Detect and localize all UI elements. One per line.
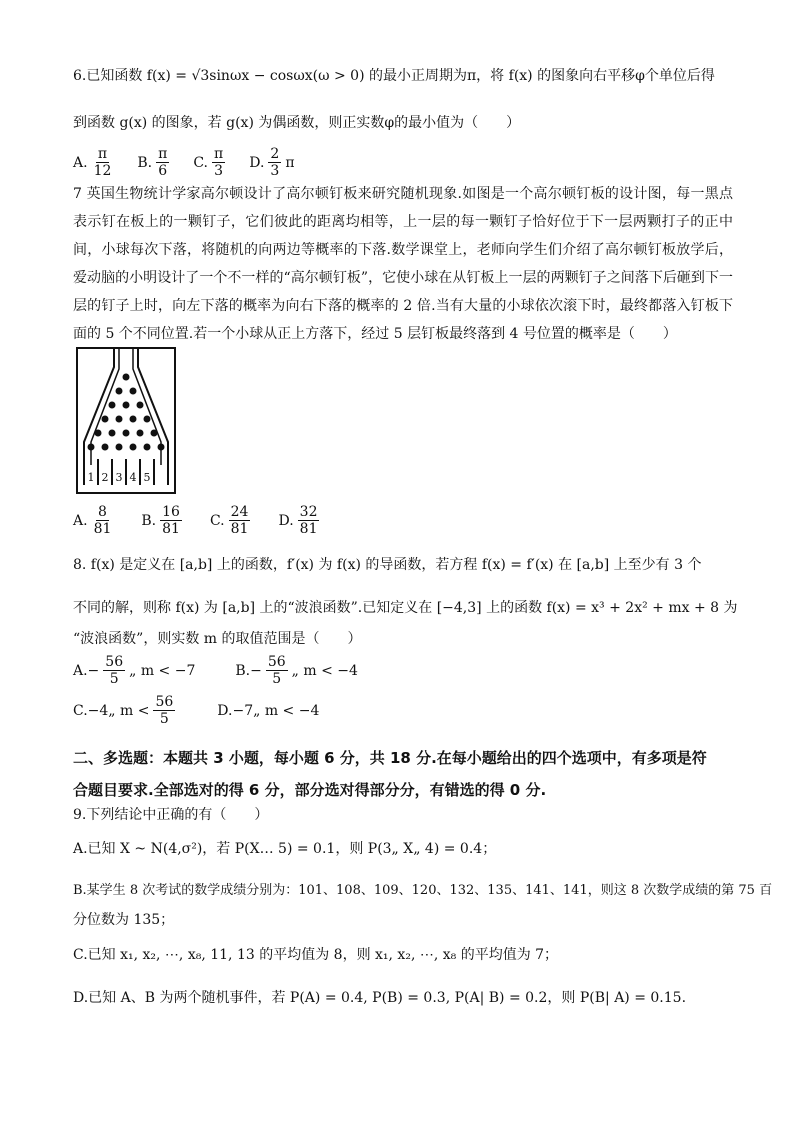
- peg: [95, 430, 102, 437]
- option-prefix: A.−: [73, 662, 100, 679]
- peg: [137, 402, 144, 409]
- fraction: [298, 504, 320, 537]
- option-label: C.: [209, 512, 225, 529]
- fraction: [268, 146, 281, 179]
- peg: [102, 416, 109, 423]
- q6-line1: 6.已知函数 f(x) = √3sinωx − cosωx(ω > 0) 的最小正周期为π，将 f(x) 的图象向右平移φ个单位后得: [73, 68, 715, 84]
- option-label: A.: [73, 512, 88, 529]
- q9-option-b-line2: 分位数为 135；: [73, 912, 175, 928]
- q6-option-a: [73, 146, 115, 179]
- peg: [109, 430, 116, 437]
- q7-option-c: [210, 504, 253, 537]
- q9-option-d: D.已知 A、B 为两个随机事件，若 P(A) = 0.4, P(B) = 0.3, P(A| B) = 0.2，则 P(B| A) = 0.15.: [73, 990, 687, 1006]
- q8-options-row1: [73, 654, 358, 687]
- peg: [151, 430, 158, 437]
- q6-option-c: [193, 146, 227, 179]
- option-label: B.: [141, 512, 157, 529]
- peg: [144, 416, 151, 423]
- slot-label-5: 5: [143, 471, 151, 484]
- peg: [116, 416, 123, 423]
- option-prefix: B.−: [235, 662, 262, 679]
- peg: [88, 444, 95, 451]
- fraction: [153, 694, 175, 727]
- denominator: 12: [93, 163, 112, 179]
- q7-text: 7 英国生物统计学家高尔顿设计了高尔顿钉板来研究随机现象.如图是一个高尔顿钉板的设计图，每一黑点表示钉在板上的一颗钉子，它们彼此的距离均相等，上一层的每一颗钉子恰好位于下一层两颗打子的正中间，小球每次下落，将随机的向两边等概率的下落.数学课堂上，老师向学生们介绍了高尔顿钉板放学后，爱动脑的小明设计了一个不一样的“高尔顿钉板”，它使小球在从钉板上一层的两颗钉子之间落下后砸到下一层的钉子上时，向左下落的概率为向右下落的概率的 2 倍.当有大量的小球依次滚下时，最终都落入钉板下面的 5 个不同位置.若一个小球从正上方落下，经过 5 层钉板最终落到 4 号位置的概率是（ ）: [73, 186, 733, 342]
- fraction: [212, 146, 225, 179]
- q9-option-a: A.已知 X ~ N(4,σ²)，若 P(X… 5) = 0.1，则 P(3„ X„ 4) = 0.4；: [73, 841, 497, 857]
- fraction: [92, 146, 114, 179]
- peg: [130, 416, 137, 423]
- peg: [137, 430, 144, 437]
- peg: [144, 444, 151, 451]
- peg: [130, 444, 137, 451]
- denominator: 3: [270, 163, 280, 179]
- option-label: C.: [193, 154, 209, 171]
- slot-label-3: 3: [115, 471, 123, 484]
- peg: [158, 444, 165, 451]
- option-prefix: C.−4„ m <: [73, 702, 150, 719]
- numerator: 24: [230, 504, 249, 520]
- option-text: D.−7„ m < −4: [217, 702, 320, 719]
- option-suffix: „ m < −7: [129, 662, 196, 679]
- numerator: 56: [105, 654, 124, 670]
- numerator: 8: [98, 504, 107, 520]
- q6-option-d: [249, 146, 294, 179]
- numerator: 32: [299, 504, 318, 520]
- fraction: [229, 504, 251, 537]
- q8-line3: “波浪函数”，则实数 m 的取值范围是（ ）: [73, 631, 362, 647]
- slot-label-2: 2: [101, 471, 109, 484]
- numerator: 56: [267, 654, 286, 670]
- peg: [123, 430, 130, 437]
- option-label: B.: [137, 154, 153, 171]
- denominator: 5: [159, 711, 169, 727]
- section2-line2: 合题目要求.全部选对的得 6 分，部分选对得部分分，有错选的得 0 分.: [73, 781, 547, 799]
- option-suffix: „ m < −4: [291, 662, 358, 679]
- q8-option-a: [73, 654, 195, 687]
- numerator: 2: [270, 146, 280, 162]
- peg: [123, 374, 130, 381]
- q6-line2: 到函数 g(x) 的图象，若 g(x) 为偶函数，则正实数φ的最小值为（ ）: [73, 115, 521, 131]
- peg: [102, 444, 109, 451]
- slot-label-4: 4: [129, 471, 137, 484]
- denominator: 3: [214, 163, 224, 179]
- q8-options-row2: [73, 694, 319, 727]
- galton-board-figure: [76, 347, 176, 494]
- q8-option-c: [73, 694, 177, 727]
- denominator: 81: [230, 521, 249, 537]
- peg: [116, 444, 123, 451]
- fraction: [156, 146, 169, 179]
- numerator: π: [214, 146, 224, 162]
- option-label: D.: [249, 154, 265, 171]
- peg: [109, 402, 116, 409]
- option-label: A.: [73, 154, 88, 171]
- q9-option-c: C.已知 x₁, x₂, ⋯, x₈, 11, 13 的平均值为 8，则 x₁, x₂, ⋯, x₈ 的平均值为 7；: [73, 947, 559, 963]
- numerator: 56: [155, 694, 174, 710]
- q6-options: [73, 146, 295, 179]
- fraction: [160, 504, 182, 537]
- option-label: D.: [278, 512, 294, 529]
- fraction: [103, 654, 125, 687]
- fraction: [92, 504, 114, 537]
- q8-option-b: [235, 654, 358, 687]
- section2-line1: 二、多选题：本题共 3 小题，每小题 6 分，共 18 分.在每小题给出的四个选项中，有多项是符: [73, 749, 707, 767]
- q8-line1: 8. f(x) 是定义在 [a,b] 上的函数，f′(x) 为 f(x) 的导函数，若方程 f(x) = f′(x) 在 [a,b] 上至少有 3 个: [73, 557, 702, 573]
- peg: [116, 388, 123, 395]
- denominator: 81: [162, 521, 180, 537]
- slot-label-1: 1: [87, 471, 95, 484]
- denominator: 81: [93, 521, 112, 537]
- fraction: [266, 654, 288, 687]
- q8-line2: 不同的解，则称 f(x) 为 [a,b] 上的“波浪函数”.已知定义在 [−4,3] 上的函数 f(x) = x³ + 2x² + mx + 8 为: [73, 600, 738, 616]
- q7-options: [73, 504, 321, 537]
- denominator: 6: [158, 163, 168, 179]
- q7-option-a: [73, 504, 115, 537]
- denominator: 5: [272, 671, 282, 687]
- q6-option-b: [137, 146, 171, 179]
- q9-option-b-line1: B.某学生 8 次考试的数学成绩分别为：101、108、109、120、132、135、141、141，则这 8 次数学成绩的第 75 百: [73, 883, 773, 898]
- numerator: π: [158, 146, 168, 162]
- q8-option-d: [217, 703, 319, 719]
- q7-option-b: [141, 504, 184, 537]
- peg: [130, 388, 137, 395]
- q7-option-d: [278, 504, 321, 537]
- denominator: 81: [299, 521, 318, 537]
- suffix: π: [285, 154, 295, 171]
- peg: [123, 402, 130, 409]
- q9-stem: 9.下列结论中正确的有（ ）: [73, 807, 269, 823]
- denominator: 5: [109, 671, 119, 687]
- numerator: π: [97, 146, 108, 162]
- numerator: 16: [162, 504, 180, 520]
